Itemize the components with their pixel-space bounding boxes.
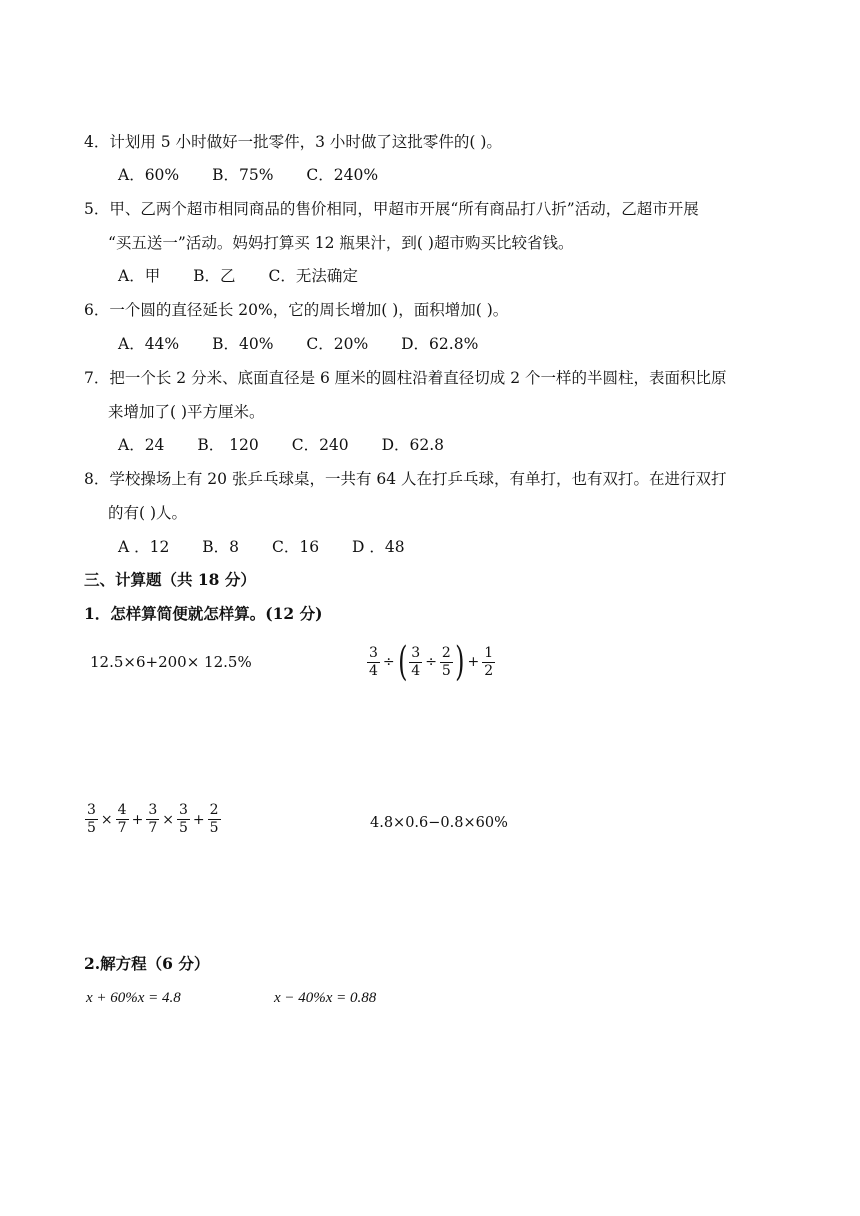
question-4: 4．计划用 5 小时做好一批零件，3 小时做了这批零件的( )。	[84, 133, 502, 151]
question-5-line-2: “买五送一”活动。妈妈打算买 12 瓶果汁，到( )超市购买比较省钱。	[108, 234, 574, 252]
option-c: C．20%	[306, 335, 369, 353]
question-7-line-1: 7．把一个长 2 分米、底面直径是 6 厘米的圆柱沿着直径切成 2 个一样的半圆柱，表面积比原	[84, 369, 727, 387]
question-8-options	[118, 537, 433, 557]
option-b: B．40%	[212, 335, 274, 353]
left-paren: (	[397, 639, 408, 685]
option-a: A．24	[118, 436, 165, 454]
question-7-line-2: 来增加了( )平方厘米。	[108, 403, 265, 421]
option-c: C．16	[272, 538, 320, 556]
question-8-line-1: 8．学校操场上有 20 张乒乓球桌，一共有 64 人在打乒乓球，有单打，也有双打。在进行双打	[84, 470, 727, 488]
option-c: C．240	[291, 436, 349, 454]
option-b: B． 120	[197, 436, 259, 454]
question-5-options	[118, 266, 386, 286]
question-6-options	[118, 334, 506, 354]
question-8-line-2: 的有( )人。	[108, 504, 188, 522]
fraction: $\frac{1}{2}$	[484, 644, 494, 679]
option-c: C．无法确定	[268, 267, 358, 285]
section-3-part-2-title: 2.解方程（6 分）	[84, 954, 210, 973]
right-paren: )	[454, 639, 465, 685]
question-5-line-1: 5．甲、乙两个超市相同商品的售价相同，甲超市开展“所有商品打八折”活动，乙超市开展	[84, 200, 699, 218]
fraction: $\frac{2}{5}$	[209, 802, 219, 836]
equation-2: x − 40%x = 0.88	[274, 990, 377, 1006]
fraction: $\frac{2}{5}$	[441, 644, 451, 679]
calc-expression-2: $\frac{3}{4}$ ÷( $\frac{3}{4}$ ÷ $\frac{2}{5}$ ) + $\frac{1}{2}$	[369, 639, 494, 685]
calc-expression-4: 4.8×0.6−0.8×60%	[370, 815, 508, 831]
option-b: B．乙	[193, 267, 236, 285]
option-a: A．44%	[118, 335, 180, 353]
option-c: C．240%	[306, 166, 379, 184]
option-a: A．60%	[118, 166, 180, 184]
section-3-part-1-title: 1．怎样算简便就怎样算。(12 分)	[84, 604, 323, 623]
option-b: B．75%	[212, 166, 274, 184]
fraction: $\frac{3}{5}$	[178, 802, 188, 836]
question-6: 6．一个圆的直径延长 20%，它的周长增加( )，面积增加( )。	[84, 301, 509, 319]
calc-expression-3: $\frac{3}{5}$ × $\frac{4}{7}$ + $\frac{3}{7}$ × $\frac{3}{5}$ + $\frac{2}{5}$	[87, 802, 219, 836]
question-4-options	[118, 165, 406, 185]
question-7-options	[118, 435, 472, 455]
option-d: D．62.8%	[401, 335, 479, 353]
equation-1: x + 60%x = 4.8	[86, 990, 181, 1006]
option-d: D ．48	[352, 538, 405, 556]
calc-expression-1: 12.5×6+200× 12.5%	[90, 653, 252, 671]
section-3-title: 三、计算题（共 18 分）	[84, 570, 256, 589]
fraction: $\frac{3}{7}$	[148, 802, 158, 836]
fraction: $\frac{3}{4}$	[369, 644, 378, 679]
option-d: D．62.8	[381, 436, 445, 454]
fraction: $\frac{3}{4}$	[411, 644, 421, 679]
fraction: $\frac{3}{5}$	[87, 802, 96, 836]
option-a: A ．12	[118, 538, 170, 556]
fraction: $\frac{4}{7}$	[117, 802, 127, 836]
option-a: A．甲	[118, 267, 161, 285]
option-b: B．8	[202, 538, 240, 556]
